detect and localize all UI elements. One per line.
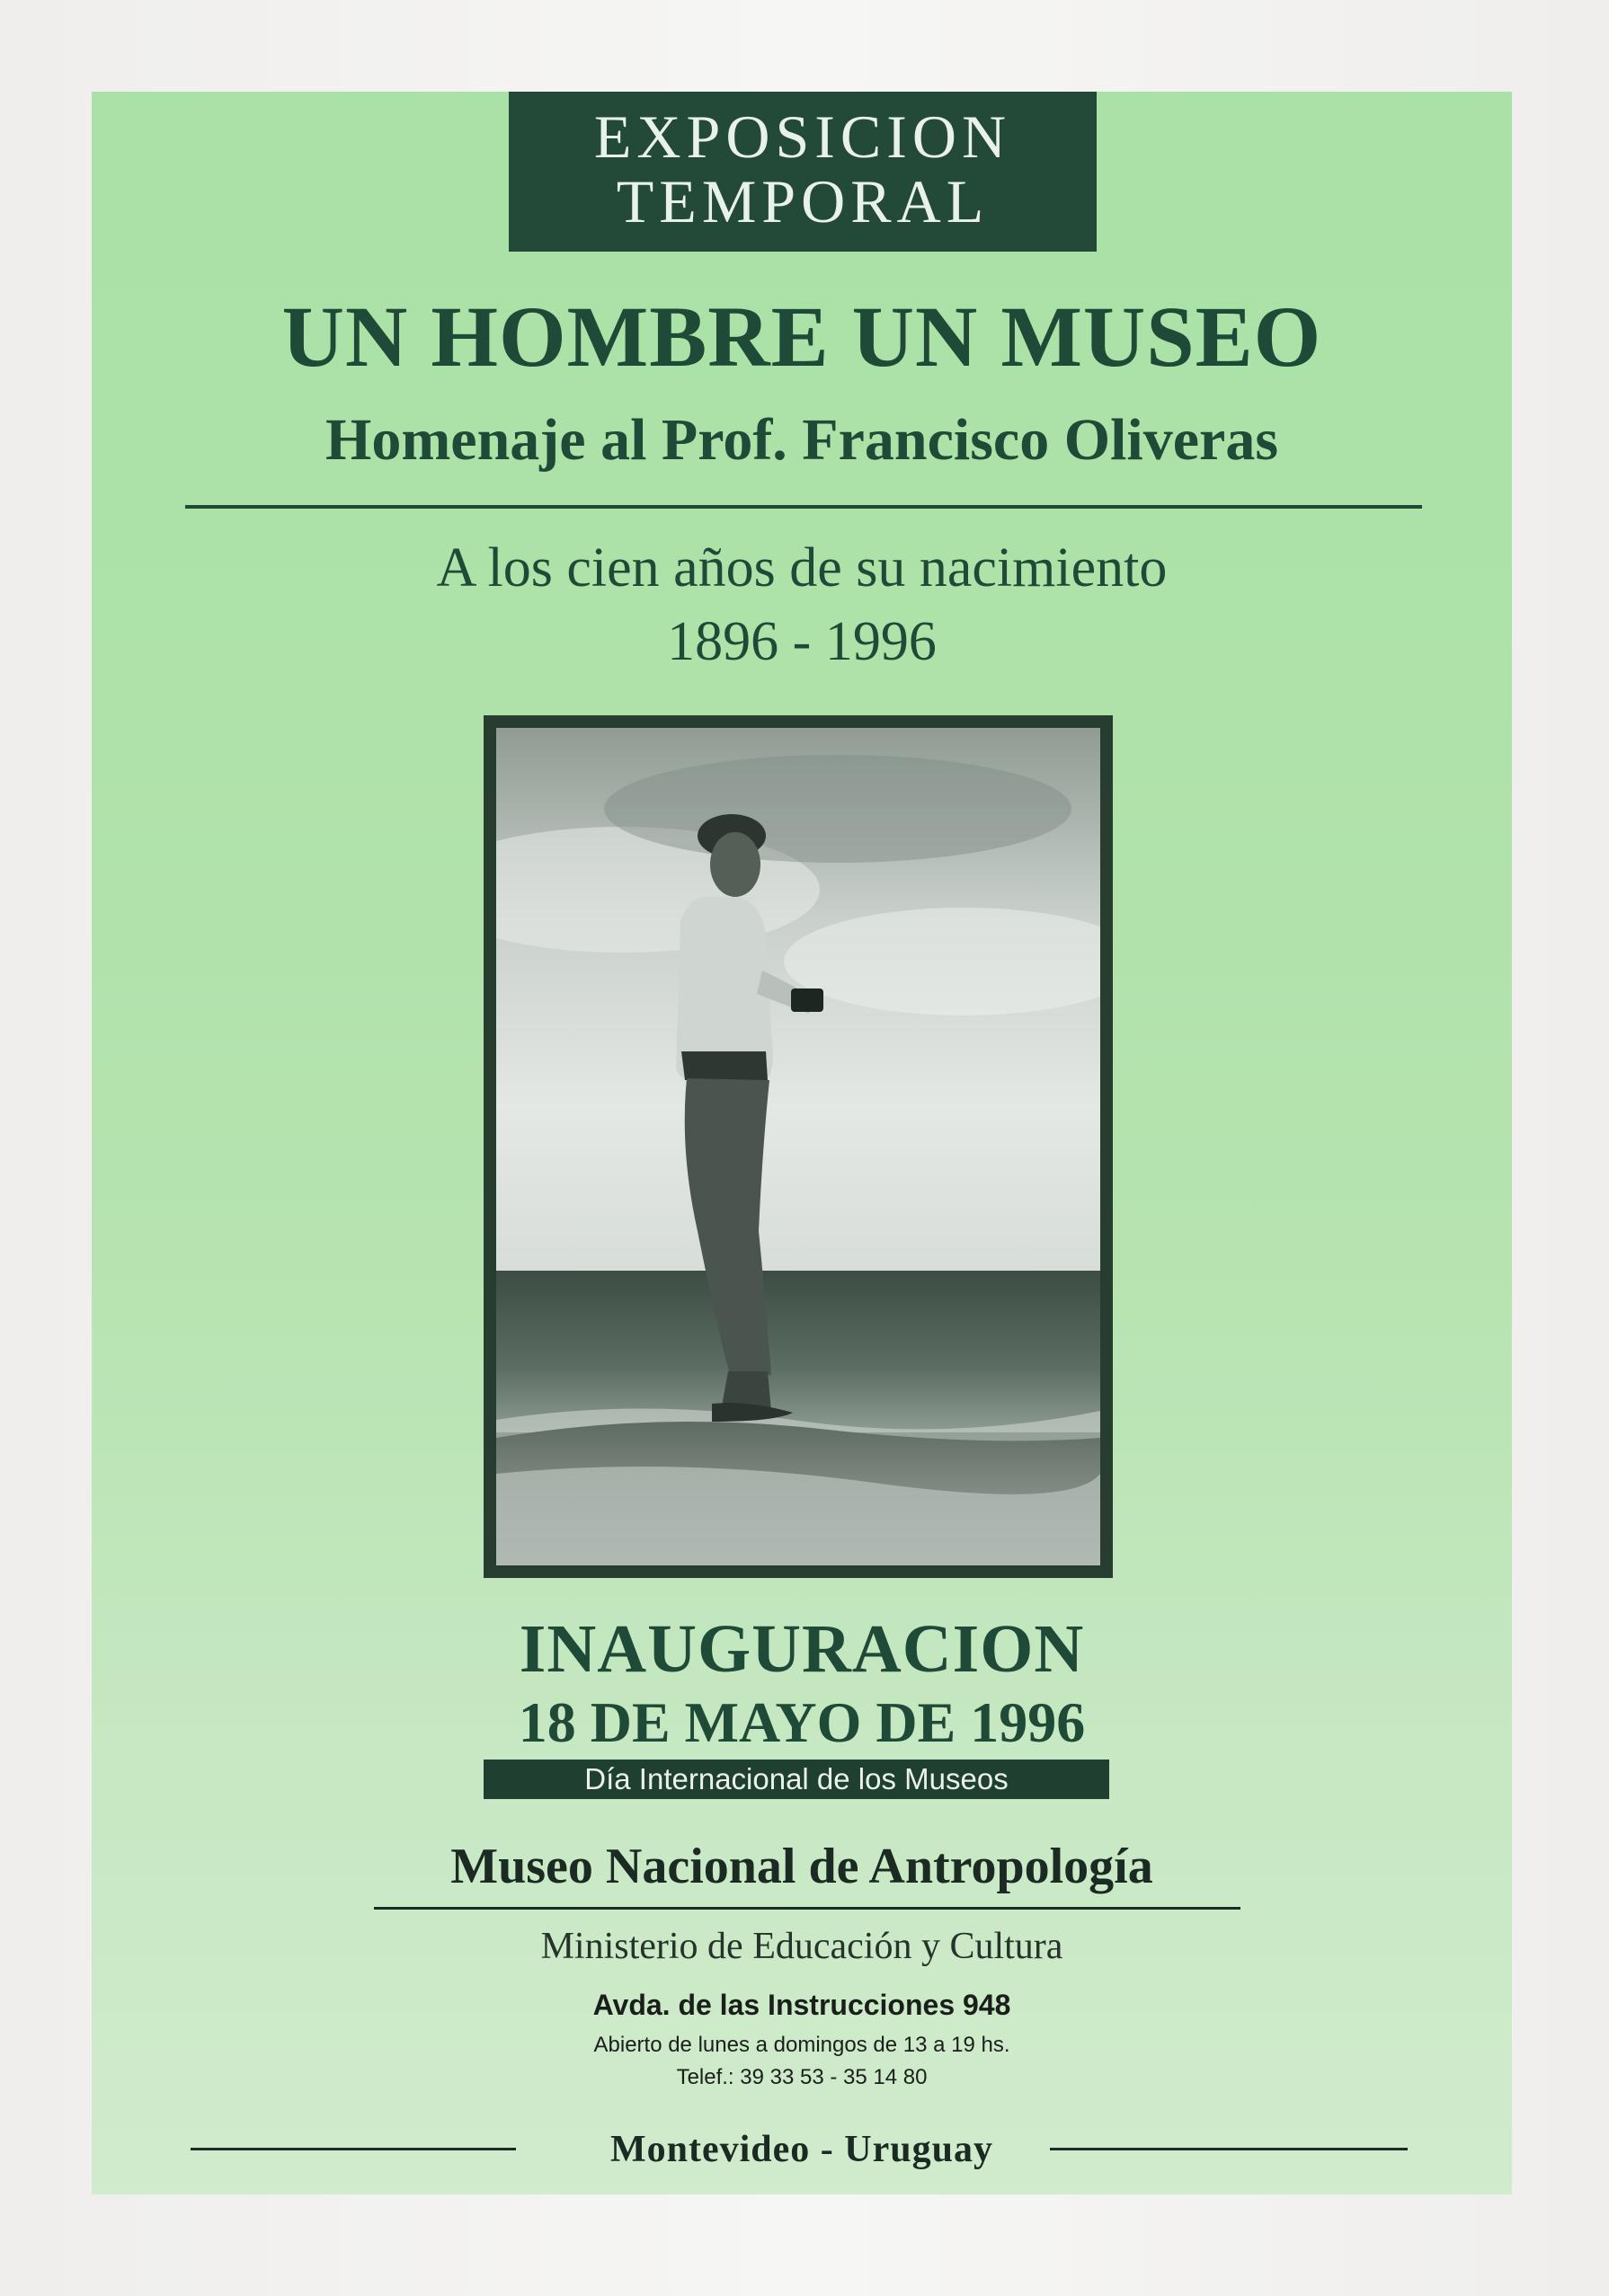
- museum-name: Museo Nacional de Antropología: [450, 1839, 1153, 1894]
- inauguration-heading: INAUGURACION: [519, 1611, 1085, 1687]
- years-range: 1896 - 1996: [667, 611, 937, 672]
- ministry-name: Ministerio de Educación y Cultura: [540, 1926, 1063, 1967]
- photo-frame: [484, 715, 1113, 1578]
- anniversary-text: A los cien años de su nacimiento: [436, 537, 1168, 598]
- poster-title: UN HOMBRE UN MUSEO: [281, 288, 1322, 385]
- title-divider: [185, 505, 1422, 509]
- exhibition-badge: [509, 92, 1097, 252]
- portrait-photo: [496, 728, 1100, 1565]
- footer-rule-right: [1050, 2148, 1408, 2150]
- city-country: Montevideo - Uruguay: [610, 2129, 993, 2170]
- badge-line-1: EXPOSICION: [593, 102, 1012, 171]
- museum-day-banner: Día Internacional de los Museos: [484, 1760, 1109, 1799]
- portrait-photo-illustration: [496, 728, 1100, 1565]
- opening-hours: Abierto de lunes a domingos de 13 a 19 hs.: [593, 2033, 1010, 2057]
- museum-name-underline: [374, 1907, 1240, 1910]
- poster: [92, 92, 1512, 2194]
- inauguration-date: 18 DE MAYO DE 1996: [518, 1690, 1086, 1754]
- phone-numbers: Telef.: 39 33 53 - 35 14 80: [676, 2065, 928, 2089]
- poster-subtitle: Homenaje al Prof. Francisco Oliveras: [324, 407, 1279, 473]
- badge-line-2: TEMPORAL: [616, 167, 990, 235]
- museum-address: Avda. de las Instrucciones 948: [592, 1989, 1011, 2021]
